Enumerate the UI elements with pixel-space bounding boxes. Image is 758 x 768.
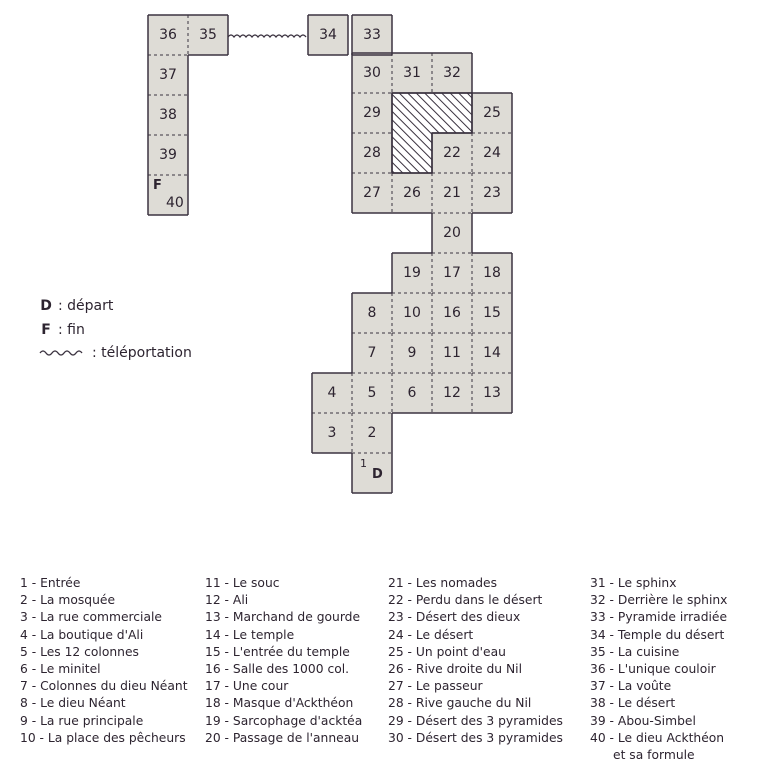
- index-entry: 30 - Désert des 3 pyramides: [388, 730, 563, 745]
- legend-teleport-text: : téléportation: [92, 345, 192, 361]
- index-entry: 40 - Le dieu Ackthéon: [590, 730, 725, 745]
- legend-fin: [38, 322, 85, 338]
- room-number: 31: [403, 65, 421, 81]
- index-entry: 26 - Rive droite du Nil: [388, 662, 522, 677]
- room-number: 10: [403, 305, 421, 321]
- room-number: 17: [443, 265, 461, 281]
- room-number: 38: [159, 107, 177, 123]
- teleport-wave-icon: [38, 348, 86, 358]
- index-entry: 22 - Perdu dans le désert: [388, 593, 543, 608]
- room-number: 34: [319, 27, 337, 43]
- room-number: 19: [403, 265, 421, 281]
- room-number: 29: [363, 105, 381, 121]
- room-number: 22: [443, 145, 461, 161]
- index-entry: 21 - Les nomades: [388, 576, 498, 590]
- room-number: 21: [443, 185, 461, 201]
- room-number: 27: [363, 185, 381, 201]
- teleport-link: [228, 35, 306, 37]
- room-number: 23: [483, 185, 501, 201]
- index-entry: 2 - La mosquée: [20, 593, 116, 608]
- room-number: 32: [443, 65, 461, 81]
- index-entry: 14 - Le temple: [205, 627, 295, 642]
- room-number: 2: [367, 425, 377, 441]
- legend-fin-text: : fin: [58, 322, 85, 338]
- index-entry: 13 - Marchand de gourde: [205, 610, 361, 625]
- room-index-col-2: [205, 575, 362, 747]
- room-number: 28: [363, 145, 381, 161]
- room-number: 33: [363, 27, 381, 43]
- room-number: 25: [483, 105, 501, 121]
- index-entry: 32 - Derrière le sphinx: [590, 593, 728, 608]
- index-entry: 36 - L'unique couloir: [590, 662, 716, 677]
- room-number: 24: [483, 145, 501, 161]
- room-number: 26: [403, 185, 421, 201]
- room-number: 1: [360, 457, 367, 470]
- room-number: 35: [199, 27, 217, 43]
- index-entry: 12 - Ali: [205, 593, 249, 608]
- room-number: 11: [443, 345, 461, 361]
- index-entry: 6 - Le minitel: [20, 662, 101, 677]
- start-marker: D: [372, 467, 383, 482]
- legend-depart: [38, 298, 113, 314]
- room-number: 4: [327, 385, 337, 401]
- index-entry: 11 - Le souc: [205, 576, 280, 590]
- index-entry: 34 - Temple du désert: [590, 627, 725, 642]
- index-entry: 28 - Rive gauche du Nil: [388, 696, 532, 711]
- end-marker: F: [153, 178, 162, 193]
- room-number: 14: [483, 345, 501, 361]
- room-number: 9: [407, 345, 417, 361]
- room-index-col-3: [388, 575, 563, 747]
- room-index-col-1: [20, 575, 188, 747]
- index-entry: 18 - Masque d'Ackthéon: [205, 696, 354, 711]
- index-entry: 25 - Un point d'eau: [388, 644, 506, 659]
- room-number: 36: [159, 27, 177, 43]
- room-number: 37: [159, 67, 177, 83]
- index-entry: 29 - Désert des 3 pyramides: [388, 713, 563, 728]
- index-entry: 31 - Le sphinx: [590, 576, 677, 590]
- room-number: 30: [363, 65, 381, 81]
- room-number: 6: [407, 385, 417, 401]
- index-entry: 23 - Désert des dieux: [388, 610, 521, 625]
- room-number: 8: [367, 305, 377, 321]
- legend-fin-key: F: [41, 322, 51, 338]
- room-number: 15: [483, 305, 501, 321]
- room-number: 16: [443, 305, 461, 321]
- room-number: 3: [327, 425, 337, 441]
- index-entry: 17 - Une cour: [205, 679, 289, 694]
- index-entry: 8 - Le dieu Néant: [20, 696, 126, 711]
- index-entry: 10 - La place des pêcheurs: [20, 730, 186, 745]
- room-number: 40: [166, 195, 184, 211]
- room-index-col-4: [590, 575, 727, 764]
- room-number: 20: [443, 225, 461, 241]
- index-entry: 39 - Abou-Simbel: [590, 713, 696, 728]
- legend-depart-key: D: [40, 298, 52, 314]
- room-number: 7: [367, 345, 377, 361]
- index-entry: 27 - Le passeur: [388, 679, 483, 694]
- index-entry: 4 - La boutique d'Ali: [20, 627, 144, 642]
- index-entry: 7 - Colonnes du dieu Néant: [20, 679, 188, 694]
- index-entry: 16 - Salle des 1000 col.: [205, 662, 350, 677]
- index-entry: 1 - Entrée: [20, 576, 81, 590]
- room-number: 5: [367, 385, 377, 401]
- index-entry: 24 - Le désert: [388, 627, 474, 642]
- index-entry: 38 - Le désert: [590, 696, 676, 711]
- legend-teleport: [38, 345, 192, 361]
- index-entry: 20 - Passage de l'anneau: [205, 730, 360, 745]
- index-entry-continued: et sa formule: [613, 748, 695, 763]
- index-entry: 37 - La voûte: [590, 679, 672, 694]
- index-entry: 15 - L'entrée du temple: [205, 644, 350, 659]
- room-number: 39: [159, 147, 177, 163]
- legend-depart-text: : départ: [58, 298, 114, 314]
- index-entry: 33 - Pyramide irradiée: [590, 610, 728, 625]
- index-entry: 19 - Sarcophage d'acktéa: [205, 713, 363, 728]
- index-entry: 3 - La rue commerciale: [20, 610, 162, 625]
- room-number: 12: [443, 385, 461, 401]
- room-number: 13: [483, 385, 501, 401]
- index-entry: 5 - Les 12 colonnes: [20, 644, 139, 659]
- index-entry: 9 - La rue principale: [20, 713, 144, 728]
- index-entry: 35 - La cuisine: [590, 644, 680, 659]
- room-number: 18: [483, 265, 501, 281]
